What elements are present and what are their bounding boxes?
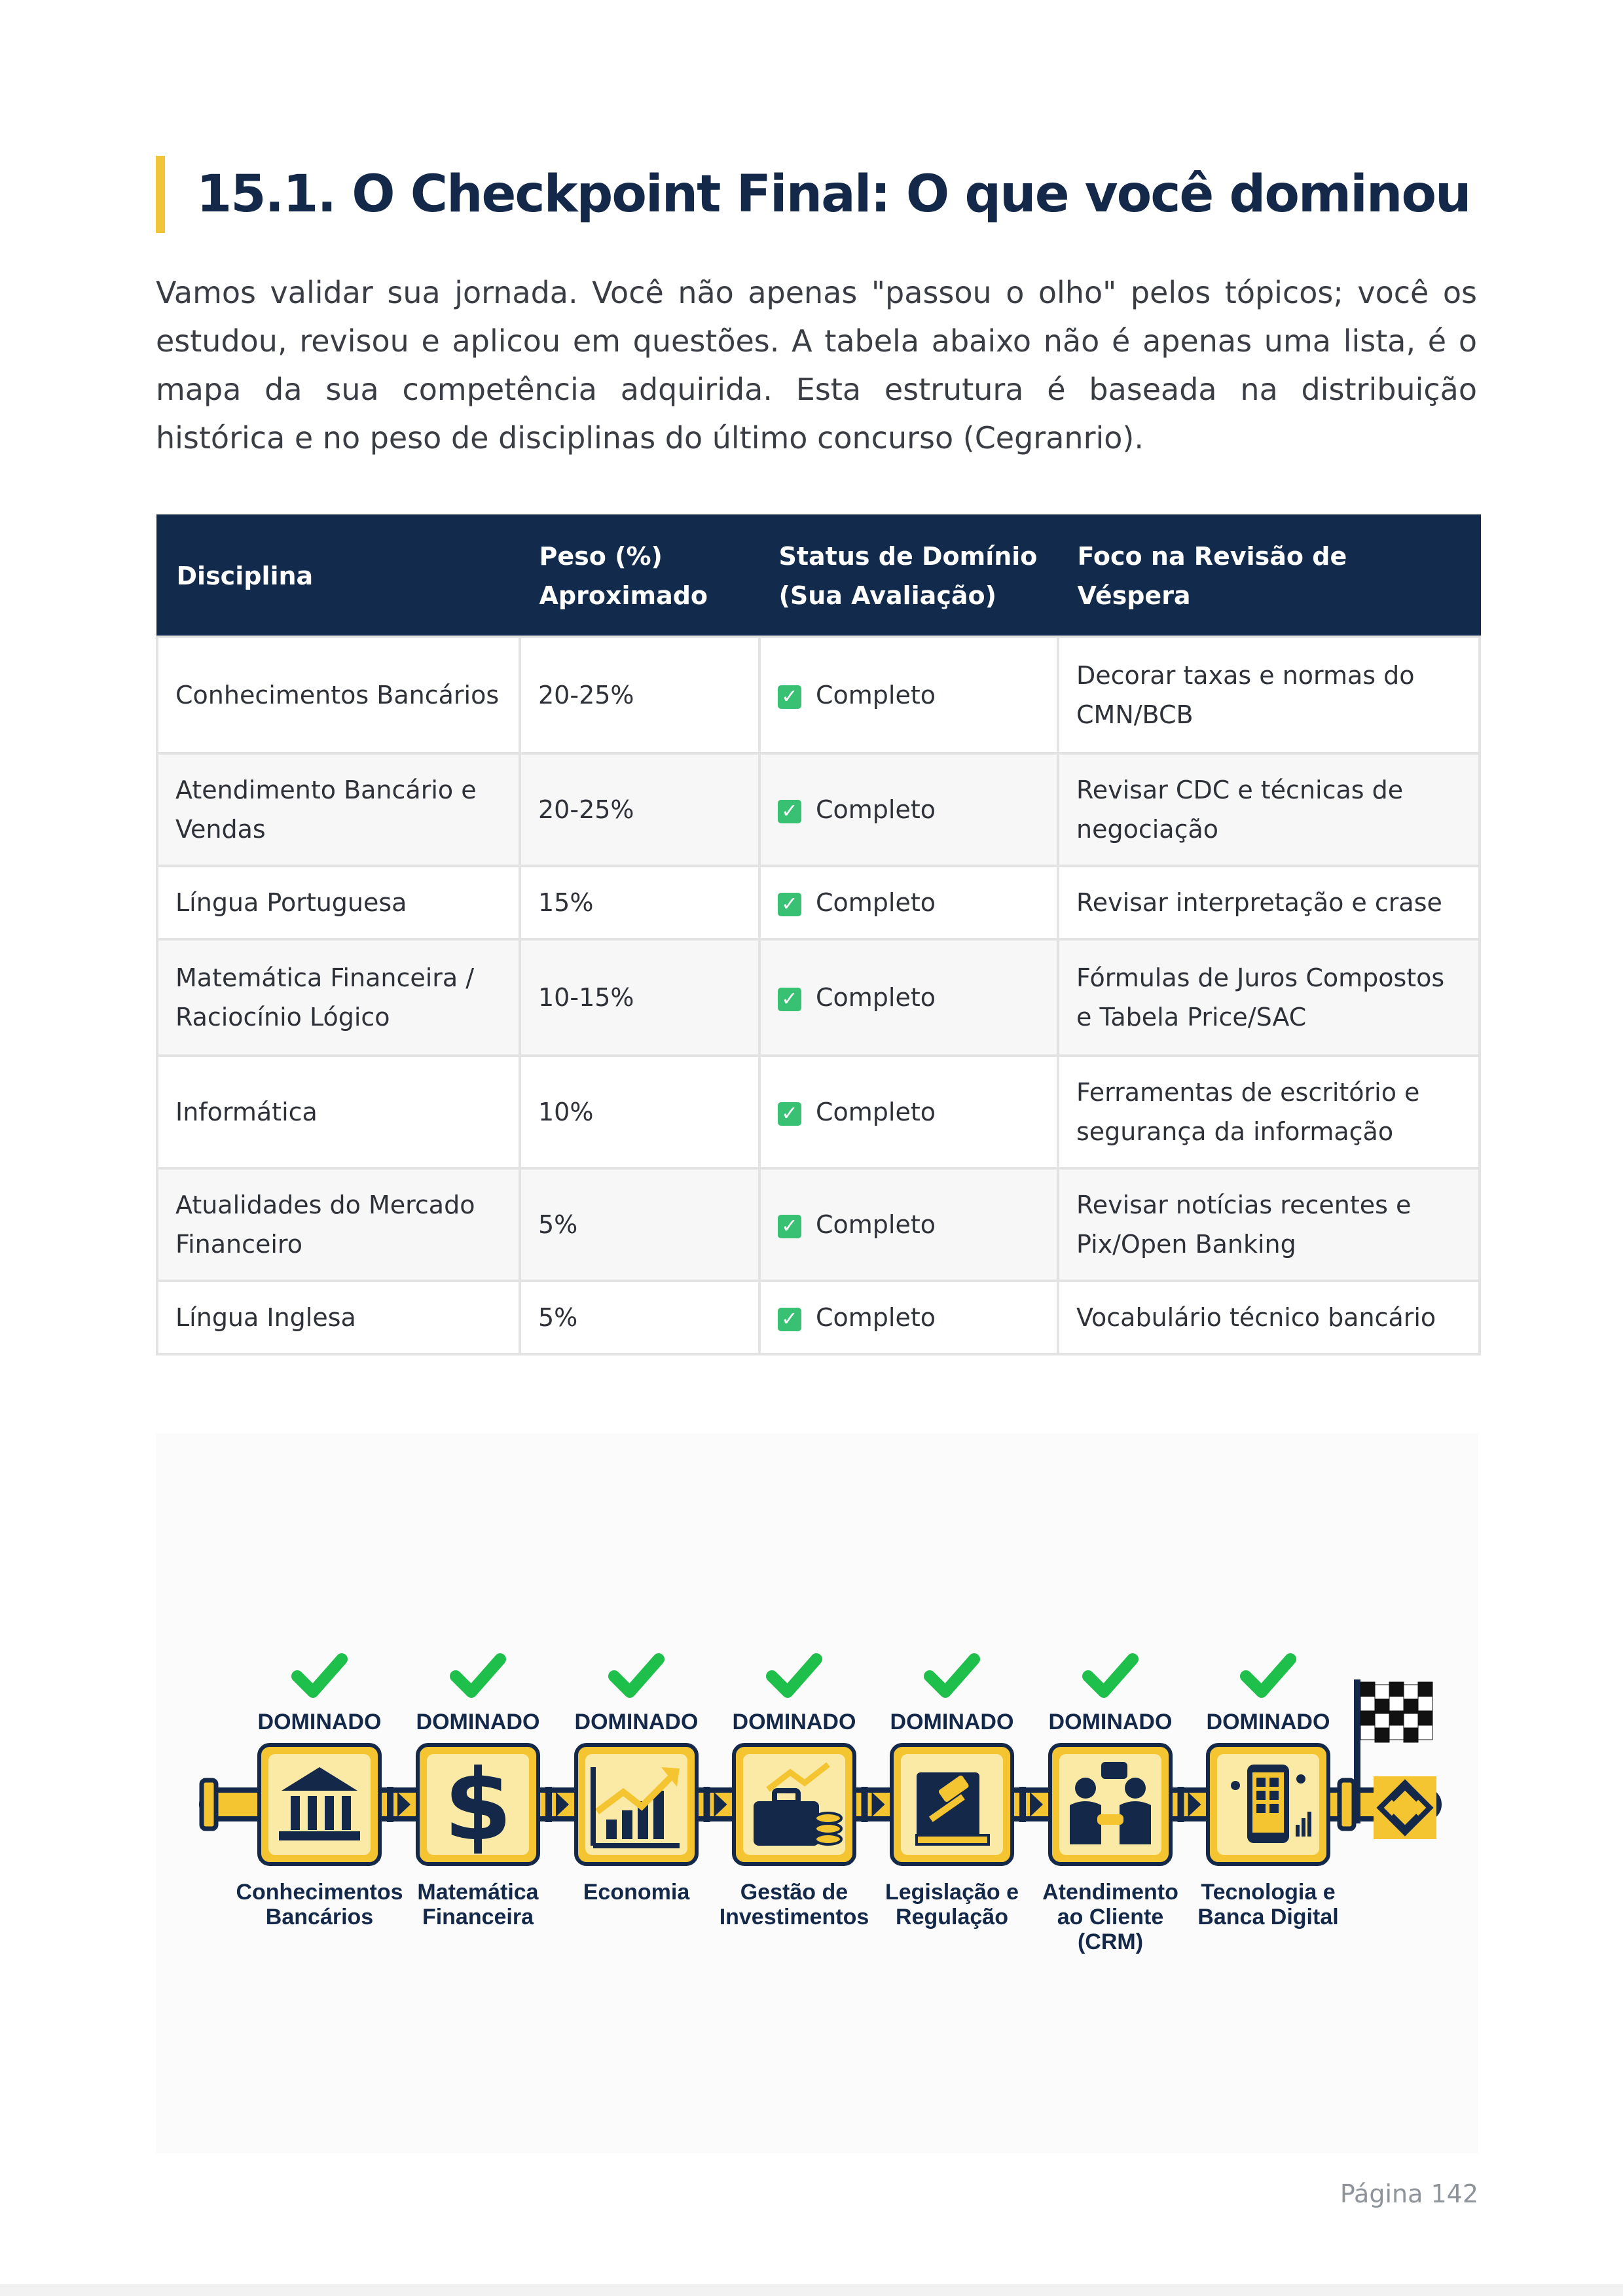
- check-icon: [456, 1659, 500, 1692]
- stage-label: Financeira: [422, 1905, 534, 1929]
- roadmap-infographic: [156, 1433, 1478, 2153]
- cell-disciplina: [157, 1168, 520, 1281]
- roadmap-stage: [1197, 1659, 1338, 1929]
- cell-peso: [520, 1168, 759, 1281]
- stage-label: Atendimento: [1042, 1880, 1178, 1905]
- roadmap-stage: [575, 1659, 699, 1905]
- status-text: Completo: [816, 983, 936, 1012]
- roadmap-stage: [1042, 1659, 1178, 1954]
- peso-text: 5%: [538, 1210, 578, 1239]
- cell-status: [759, 1168, 1058, 1281]
- peso-text: 5%: [538, 1303, 578, 1332]
- check-icon: [1088, 1659, 1133, 1692]
- stage-label: Banca Digital: [1197, 1905, 1339, 1929]
- cell-peso: [520, 1056, 759, 1168]
- table-row: [157, 753, 1480, 866]
- pipe-cap-end: [1340, 1780, 1354, 1829]
- disciplina-text: Conhecimentos Bancários: [175, 681, 500, 709]
- stage-label: Regulação: [896, 1905, 1008, 1929]
- cell-disciplina: [157, 753, 520, 866]
- cell-foco: [1058, 753, 1480, 866]
- disciplina-text: Informática: [175, 1098, 318, 1126]
- stage-label: Conhecimentos: [236, 1880, 403, 1905]
- cell-status: [759, 753, 1058, 866]
- dollar-icon: [444, 1749, 512, 1863]
- status-text: Completo: [816, 1210, 936, 1239]
- stage-label: ao Cliente: [1057, 1905, 1164, 1929]
- stage-label: Tecnologia e: [1201, 1880, 1336, 1905]
- table-row: [157, 1056, 1480, 1168]
- stage-label: Economia: [583, 1880, 690, 1905]
- cell-disciplina: [157, 1056, 520, 1168]
- page-title: 15.1. O Checkpoint Final: O que você dominou: [196, 165, 1470, 224]
- cell-status: [759, 866, 1058, 939]
- status-text: Completo: [816, 795, 936, 824]
- check-icon: ✓: [778, 1215, 801, 1238]
- roadmap-stage: [720, 1659, 869, 1929]
- foco-text: Decorar taxas e normas do CMN/BCB: [1076, 661, 1415, 729]
- table-row: [157, 1281, 1480, 1354]
- page-bottom-edge: [0, 2284, 1623, 2296]
- stage-badge: DOMINADO: [257, 1710, 382, 1734]
- cell-foco: [1058, 637, 1480, 753]
- heading-accent-bar: [156, 156, 165, 233]
- roadmap-stage: [416, 1659, 540, 1929]
- cell-status: [759, 1281, 1058, 1354]
- status-text: Completo: [816, 681, 936, 709]
- cell-foco: [1058, 1056, 1480, 1168]
- check-icon: [297, 1659, 342, 1692]
- foco-text: Fórmulas de Juros Compostos e Tabela Price/SAC: [1076, 963, 1445, 1031]
- stage-badge: DOMINADO: [732, 1710, 856, 1734]
- stage-badge: DOMINADO: [1206, 1710, 1330, 1734]
- table-row: [157, 866, 1480, 939]
- peso-text: 10-15%: [538, 983, 634, 1012]
- stage-label: (CRM): [1077, 1929, 1144, 1954]
- foco-text: Revisar CDC e técnicas de negociação: [1076, 776, 1404, 844]
- peso-text: 15%: [538, 888, 594, 917]
- banco-do-brasil-logo-icon: [1374, 1776, 1436, 1839]
- stage-label: Legislação e: [884, 1880, 1019, 1905]
- cell-status: [759, 1056, 1058, 1168]
- cell-status: [759, 637, 1058, 753]
- check-icon: ✓: [778, 800, 801, 823]
- disciplina-text: Atendimento Bancário e Vendas: [175, 776, 477, 844]
- check-icon: ✓: [778, 988, 801, 1011]
- peso-text: 20-25%: [538, 795, 634, 824]
- stage-badge: DOMINADO: [890, 1710, 1014, 1734]
- cell-foco: [1058, 866, 1480, 939]
- stage-label: Gestão de: [740, 1880, 848, 1905]
- header-disciplina: Disciplina: [157, 516, 520, 637]
- stage-badge: DOMINADO: [574, 1710, 699, 1734]
- svg-text:$: $: [443, 1749, 513, 1863]
- stage-label: Bancários: [265, 1905, 374, 1929]
- cell-peso: [520, 939, 759, 1056]
- header-foco: Foco na Revisão de Véspera: [1058, 516, 1480, 637]
- roadmap-stage: [236, 1659, 403, 1929]
- disciplina-text: Matemática Financeira / Raciocínio Lógico: [175, 963, 475, 1031]
- foco-text: Ferramentas de escritório e segurança da informação: [1076, 1078, 1420, 1146]
- table-row: [157, 1168, 1480, 1281]
- disciplina-text: Língua Inglesa: [175, 1303, 356, 1332]
- cell-peso: [520, 753, 759, 866]
- cell-disciplina: [157, 1281, 520, 1354]
- intro-paragraph: Vamos validar sua jornada. Você não apenas "passou o olho" pelos tópicos; você os estudou, revisou e aplicou em questões. A tabela abaixo não é apenas uma lista, é o mapa da sua competência adquirida. Esta estrutura é baseada na distribuição histórica e no peso de disciplinas do último concurso (Cegranrio).: [156, 275, 1477, 456]
- table-header-row: [157, 516, 1480, 637]
- cell-peso: [520, 1281, 759, 1354]
- roadmap-svg: [156, 1433, 1478, 2153]
- header-status: Status de Domínio (Sua Avaliação): [759, 516, 1058, 637]
- stage-label: Investimentos: [719, 1905, 869, 1929]
- pipe-cap: [202, 1780, 216, 1829]
- disciplina-text: Língua Portuguesa: [175, 888, 407, 917]
- check-icon: ✓: [778, 1308, 801, 1331]
- cell-foco: [1058, 1168, 1480, 1281]
- cell-foco: [1058, 939, 1480, 1056]
- check-icon: [930, 1659, 974, 1692]
- check-icon: [614, 1659, 659, 1692]
- status-text: Completo: [816, 1098, 936, 1126]
- check-icon: [772, 1659, 816, 1692]
- roadmap-stage: [885, 1659, 1019, 1929]
- check-icon: ✓: [778, 893, 801, 916]
- cell-status: [759, 939, 1058, 1056]
- status-text: Completo: [816, 1303, 936, 1332]
- table-row: [157, 939, 1480, 1056]
- cell-foco: [1058, 1281, 1480, 1354]
- check-icon: ✓: [778, 1102, 801, 1126]
- check-icon: ✓: [778, 685, 801, 709]
- peso-text: 20-25%: [538, 681, 634, 709]
- table-row: [157, 637, 1480, 753]
- stage-label: Matemática: [417, 1880, 539, 1905]
- foco-text: Vocabulário técnico bancário: [1076, 1303, 1436, 1332]
- gavel-icon: [917, 1772, 989, 1844]
- cell-disciplina: [157, 637, 520, 753]
- header-peso: Peso (%) Aproximado: [520, 516, 759, 637]
- foco-text: Revisar notícias recentes e Pix/Open Banking: [1076, 1191, 1412, 1259]
- cell-disciplina: [157, 866, 520, 939]
- stage-badge: DOMINADO: [416, 1710, 540, 1734]
- disciplines-table: [156, 514, 1481, 1355]
- foco-text: Revisar interpretação e crase: [1076, 888, 1442, 917]
- peso-text: 10%: [538, 1098, 594, 1126]
- cell-disciplina: [157, 939, 520, 1056]
- status-text: Completo: [816, 888, 936, 917]
- check-icon: [1246, 1659, 1290, 1692]
- cell-peso: [520, 637, 759, 753]
- cell-peso: [520, 866, 759, 939]
- disciplina-text: Atualidades do Mercado Financeiro: [175, 1191, 475, 1259]
- page-number: Página 142: [1340, 2179, 1478, 2208]
- section-heading: [156, 156, 1478, 233]
- stage-badge: DOMINADO: [1048, 1710, 1173, 1734]
